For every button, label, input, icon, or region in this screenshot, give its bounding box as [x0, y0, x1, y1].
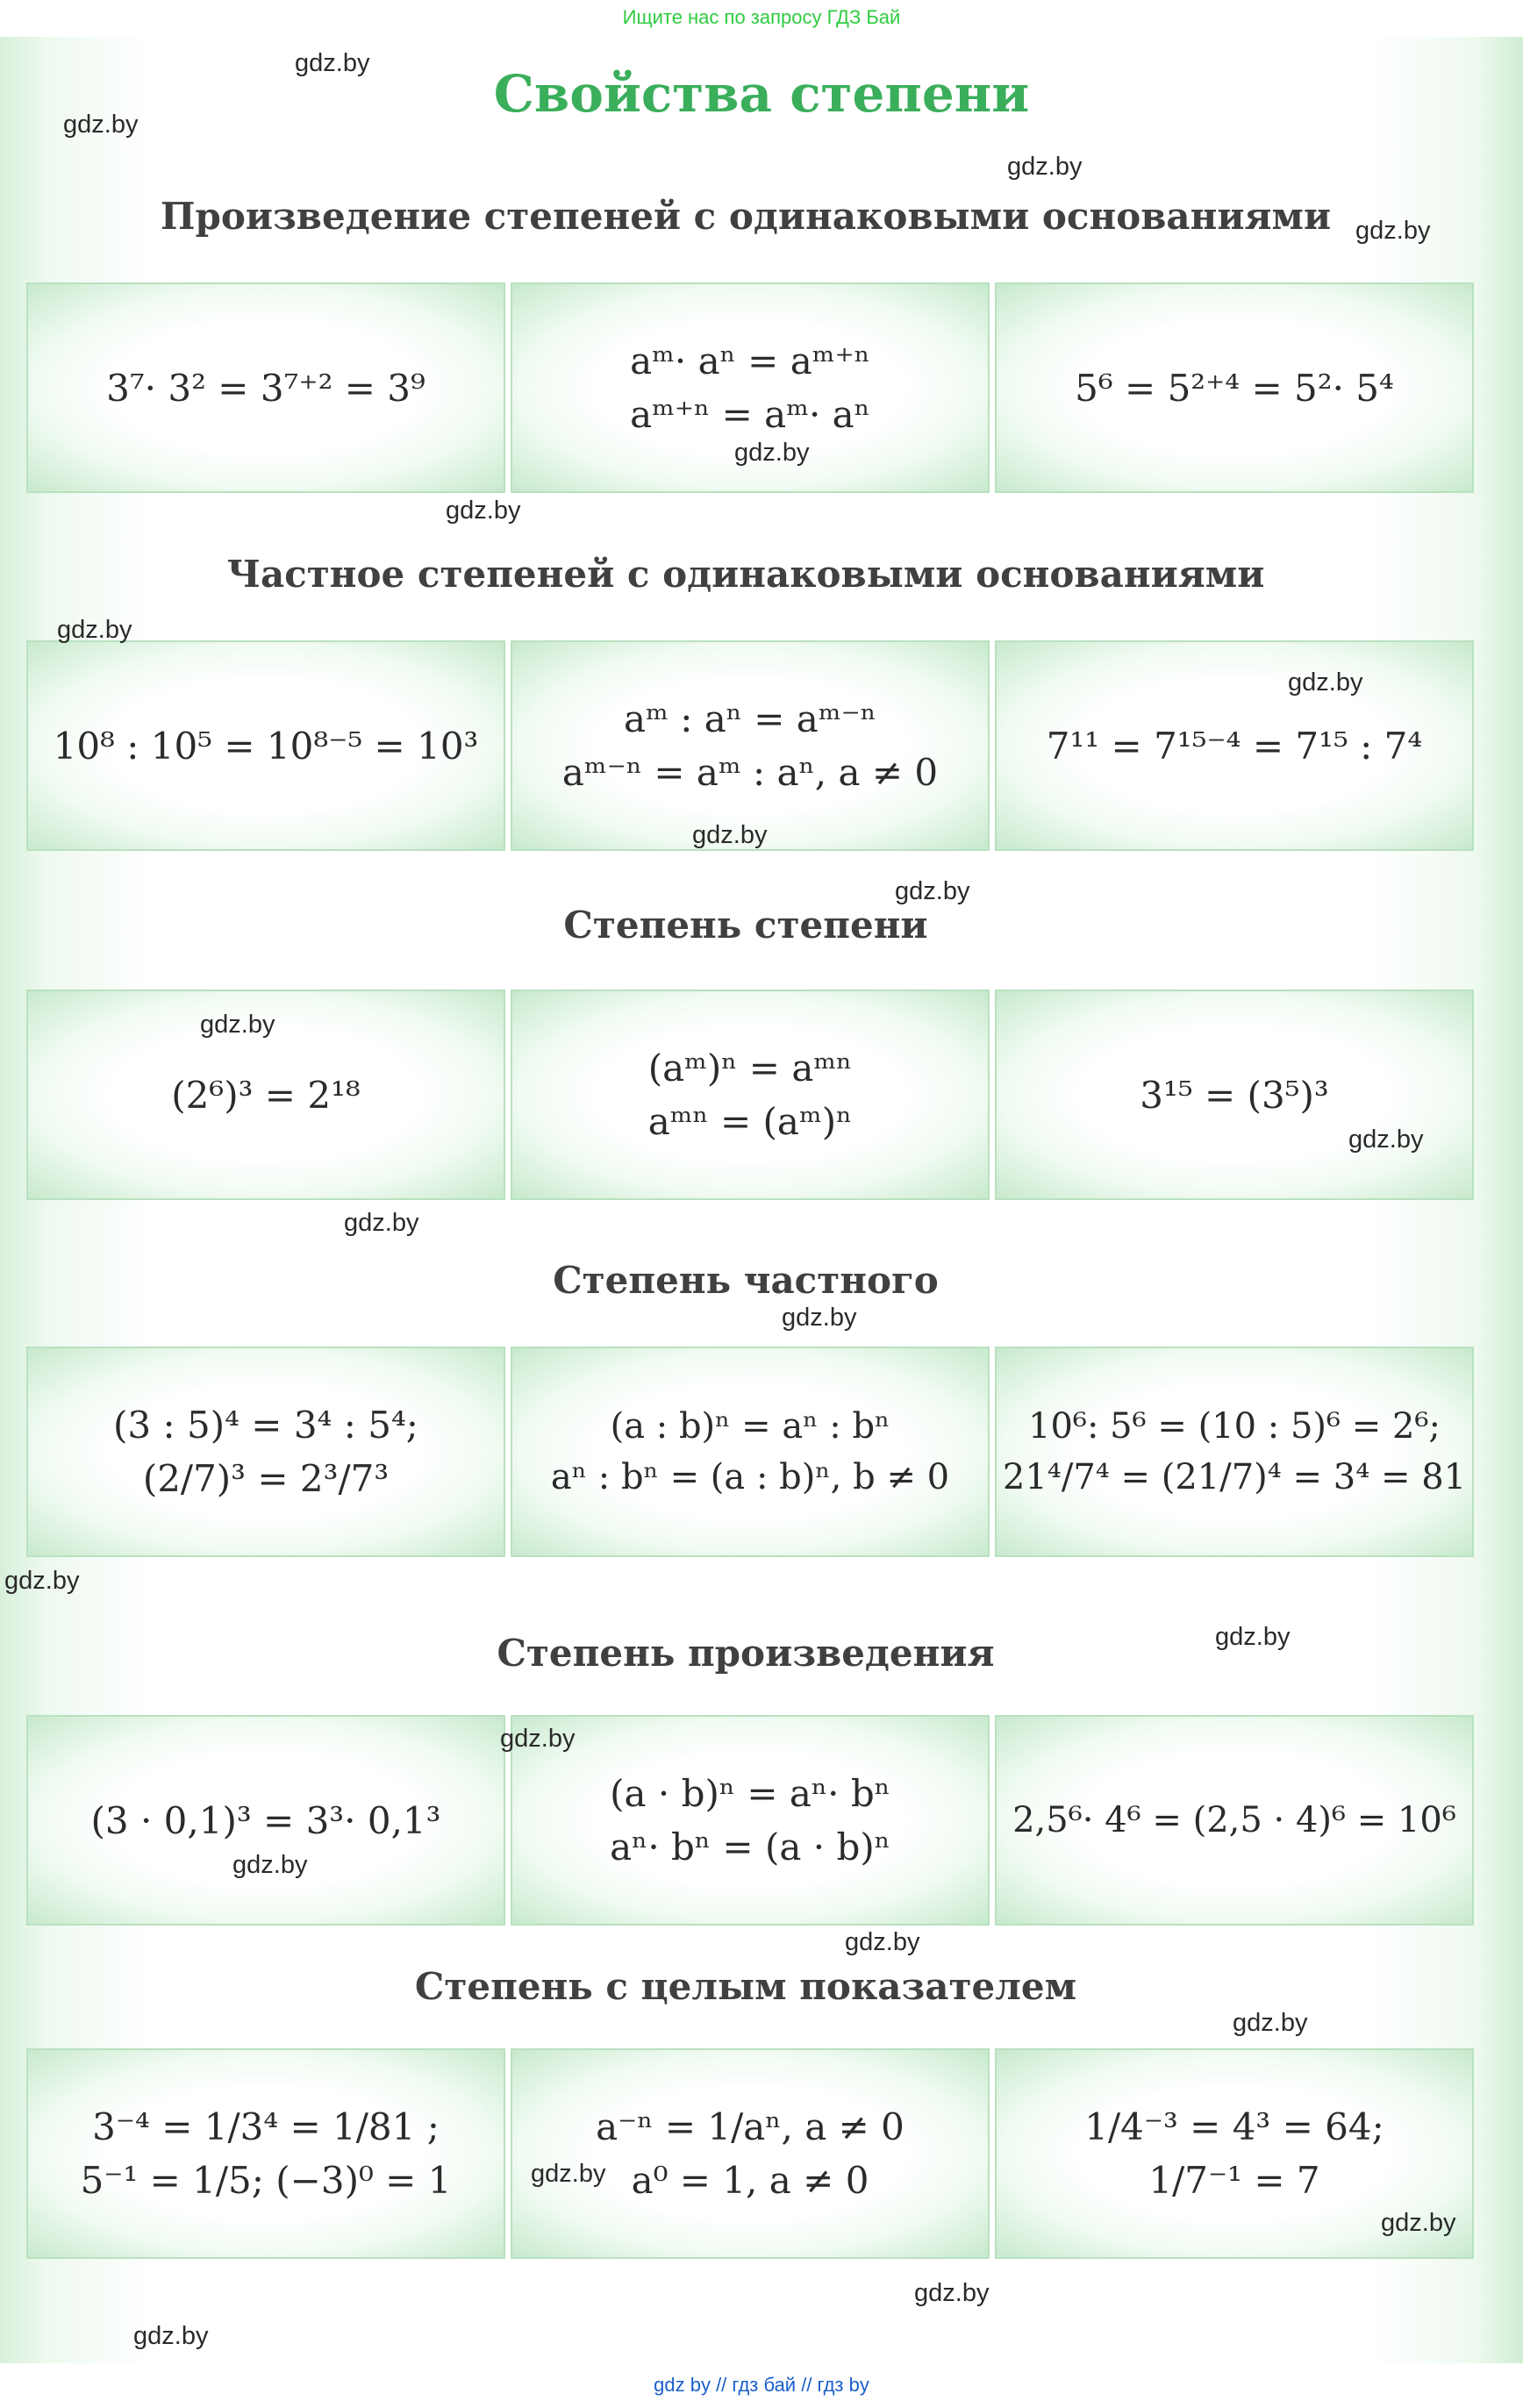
watermark: gdz.by [446, 497, 521, 525]
formula: (3 : 5)⁴ = 3⁴ : 5⁴; [113, 1404, 418, 1447]
section-title-product: Произведение степеней с одинаковыми основаниями [160, 195, 1332, 238]
example-box [995, 1715, 1474, 1926]
example-box [995, 640, 1474, 851]
section-title-power-of-power: Степень степени [563, 904, 928, 947]
formula: 1/7⁻¹ = 7 [1148, 2159, 1320, 2202]
footer-links: gdz by // гдз бай // гдз by [654, 2374, 869, 2396]
watermark: gdz.by [500, 1725, 576, 1753]
example-box [26, 1347, 505, 1557]
rule-box [511, 1347, 990, 1557]
watermark: gdz.by [1381, 2209, 1456, 2237]
formula: (a · b)ⁿ = aⁿ· bⁿ [610, 1772, 890, 1815]
watermark: gdz.by [200, 1011, 275, 1039]
formula-row-integer-exponent [26, 2048, 1474, 2259]
formula: aᵐ⁻ⁿ = aᵐ : aⁿ, a ≠ 0 [561, 751, 939, 794]
formula: 3¹⁵ = (3⁵)³ [1140, 1073, 1329, 1117]
watermark: gdz.by [344, 1209, 419, 1237]
formula: (2⁶)³ = 2¹⁸ [171, 1073, 361, 1117]
formula: 7¹¹ = 7¹⁵⁻⁴ = 7¹⁵ : 7⁴ [1046, 724, 1423, 768]
watermark: gdz.by [232, 1851, 308, 1879]
formula: aᵐ· aⁿ = aᵐ⁺ⁿ [630, 339, 870, 382]
watermark: gdz.by [1233, 2009, 1308, 2037]
formula-row-power-of-product [26, 1715, 1474, 1926]
watermark: gdz.by [4, 1567, 80, 1595]
section-title-quotient: Частное степеней с одинаковыми основаниями [226, 553, 1265, 596]
watermark: gdz.by [1215, 1623, 1291, 1651]
example-box [26, 1715, 505, 1926]
example-box [995, 990, 1474, 1200]
formula: a⁻ⁿ = 1/aⁿ, a ≠ 0 [596, 2105, 905, 2148]
formula-row-quotient [26, 640, 1474, 851]
section-title-power-of-quotient: Степень частного [553, 1259, 939, 1302]
watermark: gdz.by [133, 2322, 209, 2350]
formula: (a : b)ⁿ = aⁿ : bⁿ [610, 1406, 890, 1447]
formula: (aᵐ)ⁿ = aᵐⁿ [647, 1047, 853, 1090]
watermark: gdz.by [1348, 1125, 1424, 1154]
formula: 3⁻⁴ = 1/3⁴ = 1/81 ; [92, 2105, 440, 2148]
formula: 5⁶ = 5²⁺⁴ = 5²· 5⁴ [1075, 366, 1394, 410]
formula: aⁿ· bⁿ = (a · b)ⁿ [610, 1826, 890, 1869]
top-banner: Ищите нас по запросу ГДЗ Бай [622, 6, 901, 28]
watermark: gdz.by [782, 1304, 857, 1332]
formula: 10⁶: 5⁶ = (10 : 5)⁶ = 2⁶; [1028, 1406, 1441, 1447]
rule-box [511, 990, 990, 1200]
formula-row-power-of-quotient [26, 1347, 1474, 1557]
watermark: gdz.by [531, 2160, 606, 2188]
example-box [26, 2048, 505, 2259]
section-title-integer-exponent: Степень с целым показателем [414, 1965, 1077, 2008]
watermark: gdz.by [895, 877, 970, 905]
formula: aᵐⁿ = (aᵐ)ⁿ [647, 1100, 853, 1143]
watermark: gdz.by [1007, 153, 1083, 181]
watermark: gdz.by [734, 439, 810, 467]
watermark: gdz.by [295, 49, 370, 77]
example-box [995, 282, 1474, 493]
formula: a⁰ = 1, a ≠ 0 [631, 2159, 869, 2202]
watermark: gdz.by [914, 2279, 990, 2307]
formula: (2/7)³ = 2³/7³ [142, 1457, 390, 1500]
formula: 21⁴/7⁴ = (21/7)⁴ = 3⁴ = 81 [1002, 1457, 1467, 1497]
watermark: gdz.by [845, 1928, 920, 1956]
formula: (3 · 0,1)³ = 3³· 0,1³ [90, 1798, 441, 1842]
watermark: gdz.by [692, 821, 768, 849]
formula: aᵐ : aⁿ = aᵐ⁻ⁿ [624, 697, 876, 740]
formula: 5⁻¹ = 1/5; (−3)⁰ = 1 [80, 2159, 452, 2202]
rule-box [511, 640, 990, 851]
example-box [26, 282, 505, 493]
formula: aᵐ⁺ⁿ = aᵐ· aⁿ [630, 393, 870, 436]
example-box [26, 640, 505, 851]
formula: 3⁷· 3² = 3⁷⁺² = 3⁹ [106, 366, 425, 410]
watermark: gdz.by [1288, 668, 1363, 697]
formula: aⁿ : bⁿ = (a : b)ⁿ, b ≠ 0 [550, 1457, 950, 1497]
rule-box [511, 2048, 990, 2259]
formula: 1/4⁻³ = 4³ = 64; [1084, 2105, 1384, 2148]
rule-box [511, 1715, 990, 1926]
watermark: gdz.by [1355, 217, 1431, 245]
watermark: gdz.by [63, 111, 139, 139]
page-title: Свойства степени [493, 64, 1030, 124]
formula: 2,5⁶· 4⁶ = (2,5 · 4)⁶ = 10⁶ [1012, 1800, 1456, 1840]
example-box [995, 1347, 1474, 1557]
watermark: gdz.by [57, 616, 132, 644]
section-title-power-of-product: Степень произведения [497, 1632, 995, 1675]
formula: 10⁸ : 10⁵ = 10⁸⁻⁵ = 10³ [53, 724, 479, 768]
